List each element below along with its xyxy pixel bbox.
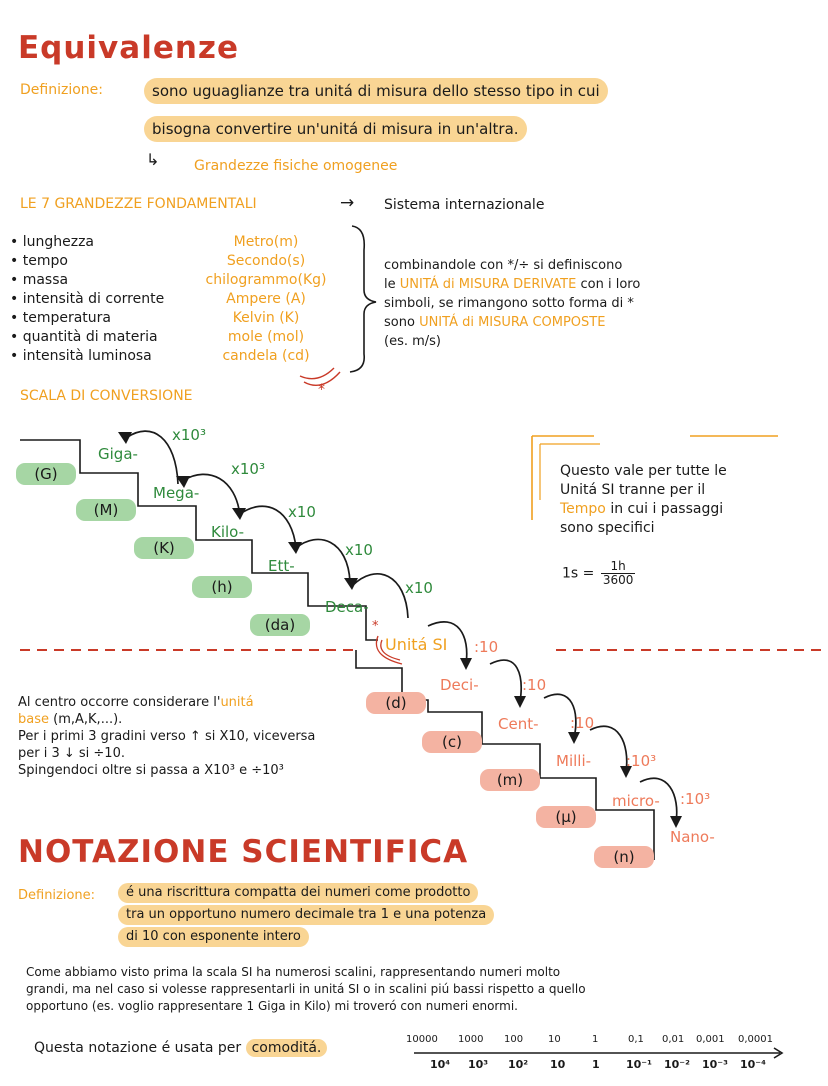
down-arc-head: [514, 696, 526, 708]
time-exception-note: [560, 462, 727, 538]
scale-heading: SCALA DI CONVERSIONE: [20, 388, 193, 404]
scientific-def-label: Definizione:: [18, 888, 96, 903]
axis-top-label: 1: [592, 1034, 599, 1045]
prefix-milli: Milli-: [556, 752, 592, 770]
axis-bottom-label: 10⁴: [430, 1058, 451, 1071]
time-label: Tempo: [560, 501, 606, 517]
prefix-deci: Deci-: [440, 676, 479, 694]
box-line: Unitá SI tranne per il: [560, 482, 706, 498]
symbol-giga: (G): [16, 463, 76, 485]
unit-item: chilogrammo(Kg): [205, 272, 327, 288]
explanation-line: base (m,A,K,...).: [18, 712, 123, 727]
scientific-def-line-1: é una riscrittura compatta dei numeri come prodotto: [118, 883, 478, 903]
note-line: sono UNITÁ di MISURA COMPOSTE: [384, 315, 606, 330]
axis-top-label: 0,01: [662, 1034, 685, 1045]
unit-item: candela (cd): [222, 348, 310, 364]
up-arc-head: [118, 432, 132, 444]
si-unit-label: Unitá SI: [385, 635, 448, 654]
axis-bottom-labels: [406, 1058, 786, 1074]
multiplier-label: x10: [345, 541, 373, 559]
fundamentals-heading: LE 7 GRANDEZZE FONDAMENTALI: [20, 196, 257, 212]
down-arc: [590, 726, 627, 772]
divisor-label: :10: [522, 676, 547, 694]
prefix-kilo: Kilo-: [211, 523, 245, 541]
scientific-heading: NOTAZIONE SCIENTIFICA: [18, 834, 469, 870]
symbol-mega: (M): [76, 499, 136, 521]
divisor-label: :10: [474, 638, 499, 656]
axis-top-label: 0,001: [696, 1034, 725, 1045]
unit-item: Secondo(s): [226, 253, 306, 269]
paragraph-line: grandi, ma nel caso si volesse rappresentarli in unitá SI o in scalini piú bassi rispetto a quello: [26, 982, 586, 996]
multiplier-label: x10³: [172, 426, 206, 444]
symbol-milli: (m): [480, 769, 540, 791]
lower-staircase: [356, 650, 657, 860]
axis-top-label: 100: [504, 1034, 524, 1045]
scientific-paragraph: [26, 964, 586, 1015]
note-line: combinandole con */÷ si definiscono: [384, 258, 623, 273]
paragraph-line: opportuno (es. voglio rappresentare 1 Giga in Kilo) mi troveró con numeri enormi.: [26, 999, 518, 1013]
down-arc-head: [568, 732, 580, 744]
quantity-item: • lunghezza: [10, 234, 95, 250]
scientific-def-line-3: di 10 con esponente intero: [118, 927, 309, 947]
explanation-line: Per i primi 3 gradini verso ↑ si X10, viceversa: [18, 729, 316, 744]
prefix-giga: Giga-: [98, 445, 138, 463]
quantity-item: • intensità di corrente: [10, 291, 165, 307]
unit-item: Ampere (A): [226, 291, 306, 307]
axis-top-label: 1000: [458, 1034, 484, 1045]
up-arc-head: [344, 578, 358, 590]
definition-line-2: bisogna convertire un'unitá di misura in un'altra.: [144, 116, 527, 142]
axis-bottom-label: 10: [550, 1058, 566, 1071]
divisor-label: :10³: [626, 752, 657, 770]
definition-label: Definizione:: [20, 82, 103, 98]
unit-item: Metro(m): [233, 234, 299, 250]
multiplier-label: x10: [288, 503, 316, 521]
down-arc: [490, 660, 521, 702]
scale-explanation: [18, 694, 315, 779]
box-line: sono specifici: [560, 520, 655, 536]
box-line: Tempo in cui i passaggi: [560, 501, 724, 517]
note-line: le UNITÁ di MISURA DERIVATE con i loro: [384, 277, 641, 292]
symbol-micro: (μ): [536, 806, 596, 828]
axis-bottom-label: 10⁻³: [702, 1058, 728, 1071]
prefix-nano: Nano-: [670, 828, 715, 846]
symbol-centi: (c): [422, 731, 482, 753]
time-formula: [562, 560, 635, 587]
axis-bottom-label: 10²: [508, 1058, 529, 1071]
unit-item: Kelvin (K): [232, 310, 300, 326]
multiplier-label: x10³: [231, 460, 265, 478]
quantity-item: • massa: [10, 272, 69, 288]
symbol-deca: (da): [250, 614, 310, 636]
down-arc-head: [670, 816, 682, 828]
symbol-deci: (d): [366, 692, 426, 714]
axis-bottom-label: 10⁻²: [664, 1058, 690, 1071]
axis-top-label: 0,0001: [738, 1034, 773, 1045]
asterisk-mark: *: [318, 382, 325, 398]
axis-bottom-label: 10³: [468, 1058, 489, 1071]
explanation-line: Spingendoci oltre si passa a X10³ e ÷10³: [18, 763, 284, 778]
note-line: (es. m/s): [384, 334, 441, 349]
up-arc-head: [232, 508, 246, 520]
down-arc-head: [460, 658, 472, 670]
formula-denominator: 3600: [602, 573, 634, 587]
prefix-deca: Deca-: [325, 598, 369, 616]
derived-units-label: UNITÁ di MISURA DERIVATE: [399, 277, 577, 292]
quantity-item: • intensità luminosa: [10, 348, 152, 364]
axis-top-label: 0,1: [628, 1034, 644, 1045]
quantity-item: • tempo: [10, 253, 68, 269]
axis-top-label: 10: [548, 1034, 561, 1045]
symbol-etto: (h): [192, 576, 252, 598]
quantity-item: • temperatura: [10, 310, 111, 326]
prefix-centi: Cent-: [498, 715, 539, 733]
axis-bottom-label: 1: [592, 1058, 600, 1071]
prefix-etto: Ett-: [268, 557, 295, 575]
prefix-mega: Mega-: [153, 484, 200, 502]
turn-arrow-icon: ↳: [146, 150, 160, 169]
divisor-label: :10: [570, 714, 595, 732]
up-arc: [296, 539, 350, 582]
prefix-micro: micro-: [612, 792, 660, 810]
note-line: simboli, se rimangono sotto forma di *: [384, 296, 634, 311]
formula-fraction: [601, 560, 636, 587]
explanation-line: per i 3 ↓ si ÷10.: [18, 746, 125, 761]
comodita-highlight: comoditá.: [246, 1039, 328, 1057]
definition-line-1: sono uguaglianze tra unitá di misura dello stesso tipo in cui: [144, 78, 608, 104]
si-system-label: Sistema internazionale: [384, 197, 545, 213]
formula-lhs: 1s =: [562, 565, 595, 582]
right-brace: [350, 226, 376, 372]
quantity-item: • quantità di materia: [10, 329, 158, 345]
explanation-line: Al centro occorre considerare l'unitá: [18, 695, 254, 710]
axis-top-label: 10000: [406, 1034, 438, 1045]
multiplier-label: x10: [405, 579, 433, 597]
homogeneous-note: Grandezze fisiche omogenee: [194, 158, 398, 174]
right-arrow-icon: →: [340, 193, 355, 213]
usage-note: Questa notazione é usata per comoditá.: [34, 1040, 327, 1056]
asterisk-mark: *: [372, 619, 379, 634]
red-brace-mark: [300, 368, 334, 379]
unit-item: mole (mol): [227, 329, 305, 345]
composite-units-label: UNITÁ di MISURA COMPOSTE: [419, 315, 606, 330]
formula-numerator: 1h: [601, 560, 636, 574]
box-line: Questo vale per tutte le: [560, 463, 727, 479]
symbol-kilo: (K): [134, 537, 194, 559]
divisor-label: :10³: [680, 790, 711, 808]
scientific-def-line-2: tra un opportuno numero decimale tra 1 e una potenza: [118, 905, 494, 925]
axis-top-labels: [406, 1034, 786, 1048]
axis-bottom-label: 10⁻¹: [626, 1058, 652, 1071]
page-title: Equivalenze: [18, 30, 239, 66]
up-arc-head: [288, 542, 302, 554]
axis-bottom-label: 10⁻⁴: [740, 1058, 766, 1071]
symbol-nano: (n): [594, 846, 654, 868]
paragraph-line: Come abbiamo visto prima la scala SI ha numerosi scalini, rappresentando numeri molto: [26, 965, 561, 979]
